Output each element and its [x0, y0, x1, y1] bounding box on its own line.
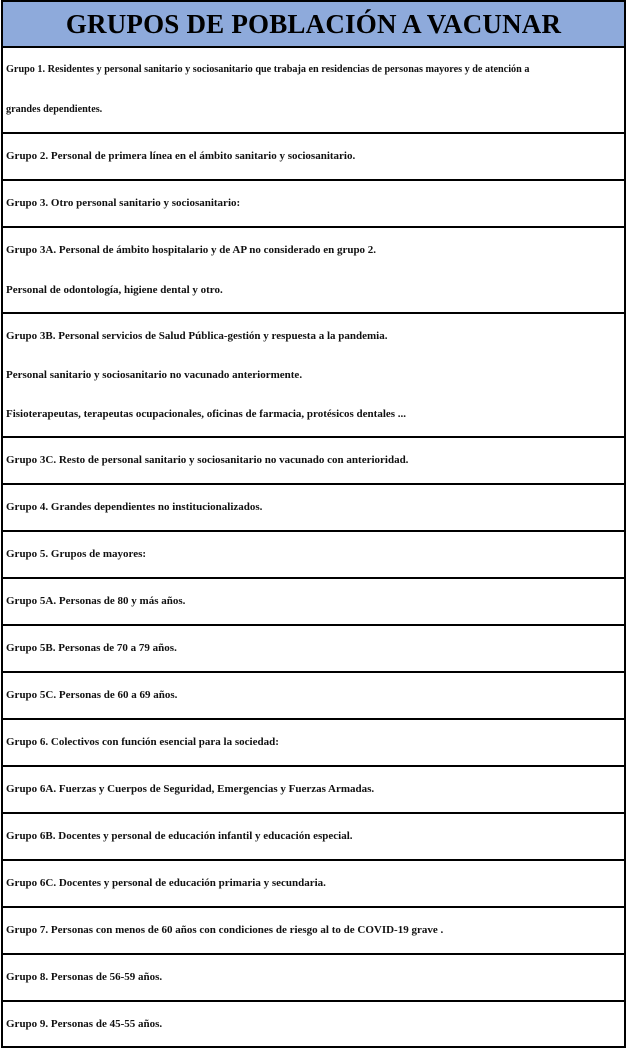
group-5a-line-1: Grupo 5A. Personas de 80 y más años.: [6, 595, 186, 607]
group-2-line-1: Grupo 2. Personal de primera línea en el ámbito sanitario y sociosanitario.: [6, 150, 356, 162]
group-3b-line-1: Grupo 3B. Personal servicios de Salud Pública-gestión y respuesta a la pandemia.: [6, 329, 388, 342]
table-row: [3, 313, 624, 437]
group-6-line-1: Grupo 6. Colectivos con función esencial para la sociedad:: [6, 736, 279, 748]
group-8-line-1: Grupo 8. Personas de 56-59 años.: [6, 971, 163, 983]
table-row: [3, 625, 624, 672]
group-cell: [3, 907, 624, 954]
table-row: [3, 484, 624, 531]
table-row: [3, 133, 624, 180]
group-6b-line-1: Grupo 6B. Docentes y personal de educación infantil y educación especial.: [6, 830, 353, 842]
group-cell: [3, 313, 624, 437]
group-9-line-1: Grupo 9. Personas de 45-55 años.: [6, 1018, 163, 1030]
page-title: GRUPOS DE POBLACIÓN A VACUNAR: [3, 2, 624, 48]
group-cell: [3, 1001, 624, 1047]
group-4-line-1: Grupo 4. Grandes dependientes no institucionalizados.: [6, 501, 263, 513]
group-cell: [3, 719, 624, 766]
group-3b-line-2: Personal sanitario y sociosanitario no vacunado anteriormente.: [6, 368, 303, 381]
group-3-line-1: Grupo 3. Otro personal sanitario y sociosanitario:: [6, 197, 241, 209]
group-cell: [3, 133, 624, 180]
table-row: [3, 907, 624, 954]
group-cell: [3, 672, 624, 719]
table-row: [3, 766, 624, 813]
group-cell: [3, 766, 624, 813]
table-row: [3, 180, 624, 227]
group-5-line-1: Grupo 5. Grupos de mayores:: [6, 548, 147, 560]
group-6c-line-1: Grupo 6C. Docentes y personal de educación primaria y secundaria.: [6, 877, 326, 889]
group-3a-line-1: Grupo 3A. Personal de ámbito hospitalario y de AP no considerado en grupo 2.: [6, 244, 377, 256]
group-3b-line-3: Fisioterapeutas, terapeutas ocupacionales, oficinas de farmacia, protésicos dentales ...: [6, 407, 407, 420]
group-1-line-2: grandes dependientes.: [6, 104, 103, 115]
group-3a-line-2: Personal de odontología, higiene dental y otro.: [6, 284, 223, 296]
table-row: [3, 531, 624, 578]
group-cell: [3, 48, 624, 133]
group-cell: [3, 227, 624, 313]
group-6a-line-1: Grupo 6A. Fuerzas y Cuerpos de Seguridad, Emergencias y Fuerzas Armadas.: [6, 783, 375, 795]
group-5b-line-1: Grupo 5B. Personas de 70 a 79 años.: [6, 642, 177, 654]
table-row: [3, 1001, 624, 1047]
group-cell: [3, 813, 624, 860]
table-row: [3, 672, 624, 719]
vaccination-groups-document: [1, 0, 626, 1048]
table-row: [3, 813, 624, 860]
table-row: [3, 227, 624, 313]
group-cell: [3, 180, 624, 227]
group-1-line-1: Grupo 1. Residentes y personal sanitario y sociosanitario que trabaja en residencias de personas mayores y de atención a: [6, 64, 530, 75]
group-3c-line-1: Grupo 3C. Resto de personal sanitario y sociosanitario no vacunado con anterioridad.: [6, 454, 409, 466]
group-5c-line-1: Grupo 5C. Personas de 60 a 69 años.: [6, 689, 178, 701]
table-row: [3, 719, 624, 766]
group-cell: [3, 578, 624, 625]
group-cell: [3, 625, 624, 672]
group-cell: [3, 437, 624, 484]
groups-table: [3, 48, 624, 1047]
group-7-line-1: Grupo 7. Personas con menos de 60 años con condiciones de riesgo al to de COVID-19 grave .: [6, 924, 444, 936]
table-row: [3, 954, 624, 1001]
group-cell: [3, 954, 624, 1001]
group-cell: [3, 484, 624, 531]
group-cell: [3, 860, 624, 907]
group-cell: [3, 531, 624, 578]
table-row: [3, 860, 624, 907]
table-row: [3, 578, 624, 625]
table-row: [3, 48, 624, 133]
table-row: [3, 437, 624, 484]
